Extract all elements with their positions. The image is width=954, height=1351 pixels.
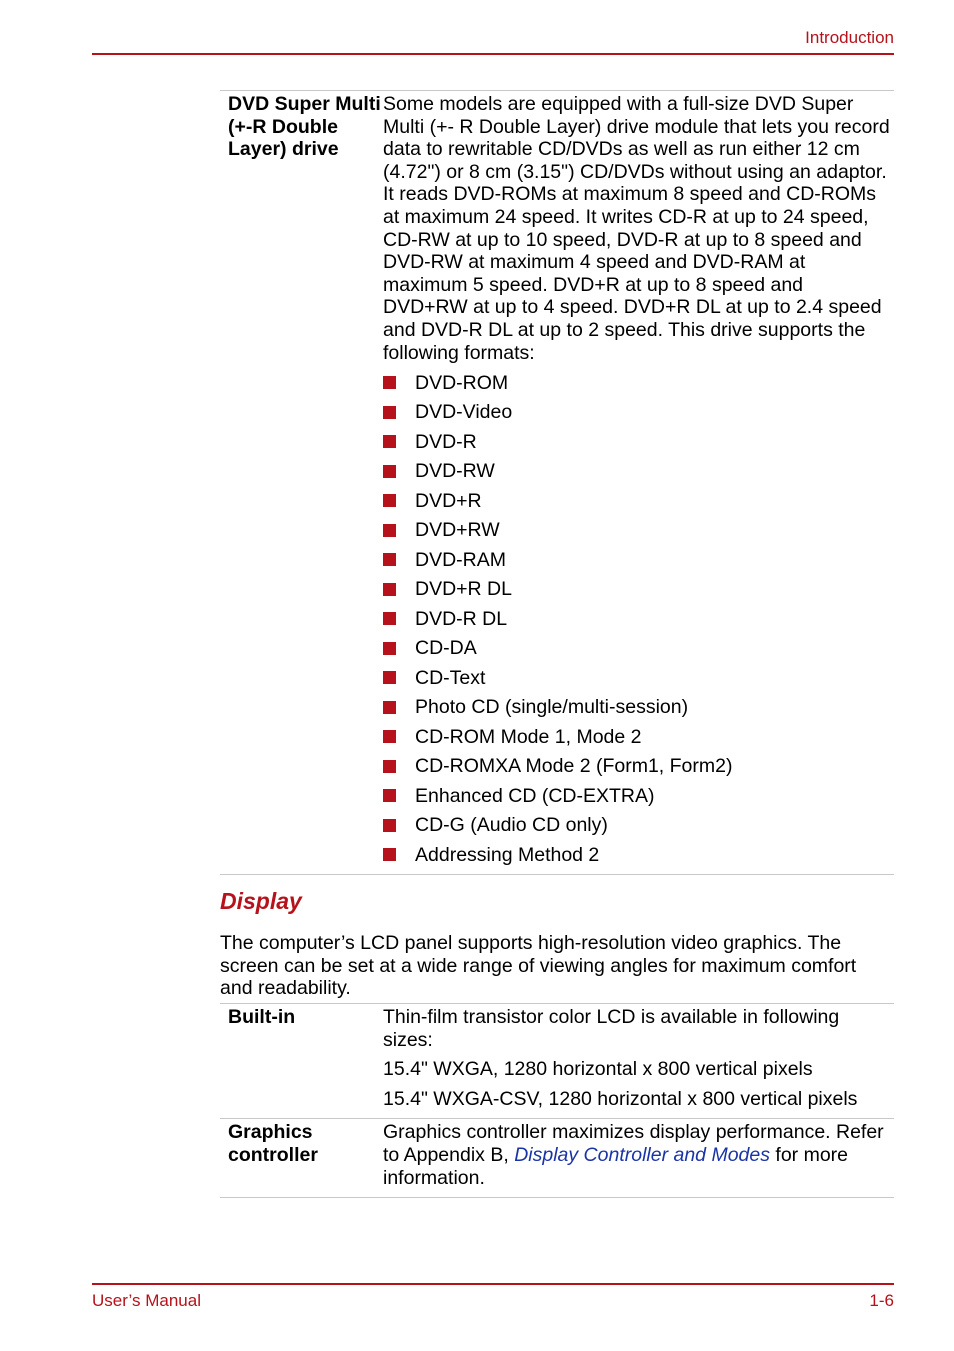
graphics-controller-text-after: for more information.	[383, 1143, 849, 1189]
graphics-controller-term: Graphics controller	[220, 1119, 383, 1198]
square-bullet-icon	[383, 848, 396, 861]
format-label: CD-ROM Mode 1, Mode 2	[415, 725, 642, 748]
format-label: DVD-R	[415, 430, 477, 453]
format-label: CD-G (Audio CD only)	[415, 814, 608, 837]
square-bullet-icon	[383, 642, 396, 655]
format-list-item	[383, 575, 890, 605]
square-bullet-icon	[383, 760, 396, 773]
format-list-item	[383, 604, 890, 634]
square-bullet-icon	[383, 465, 396, 478]
graphics-controller-description	[383, 1121, 890, 1189]
square-bullet-icon	[383, 819, 396, 832]
format-list-item	[383, 693, 890, 723]
format-list-item	[383, 545, 890, 575]
dvd-drive-term: DVD Super Multi (+-R Double Layer) drive	[228, 93, 381, 161]
format-label: CD-DA	[415, 637, 477, 660]
format-label: DVD-RAM	[415, 548, 506, 571]
format-label: DVD+RW	[415, 519, 500, 542]
format-label: DVD-R DL	[415, 607, 508, 630]
square-bullet-icon	[383, 789, 396, 802]
format-label: DVD+R	[415, 489, 482, 512]
format-list-item	[383, 368, 890, 398]
builtin-term: Built-in	[228, 1006, 296, 1028]
footer-manual-title: User’s Manual	[92, 1291, 201, 1310]
format-list-item	[383, 516, 890, 546]
format-list-item	[383, 722, 890, 752]
display-section-heading: Display	[220, 888, 302, 914]
format-label: DVD+R DL	[415, 578, 512, 601]
format-list-item	[383, 840, 890, 870]
square-bullet-icon	[383, 435, 396, 448]
format-list-item	[383, 781, 890, 811]
display-intro-paragraph: The computer’s LCD panel supports high-resolution video graphics. The screen can be set at a wide range of viewing angles for maximum comfort and readability.	[220, 932, 857, 1000]
square-bullet-icon	[383, 701, 396, 714]
format-label: Addressing Method 2	[415, 843, 600, 866]
format-label: Enhanced CD (CD-EXTRA)	[415, 784, 655, 807]
square-bullet-icon	[383, 376, 396, 389]
format-label: DVD-Video	[415, 401, 513, 424]
dvd-drive-description-cell	[383, 91, 894, 875]
display-spec-table	[220, 1003, 894, 1198]
format-list-item	[383, 752, 890, 782]
running-header-section: Introduction	[805, 28, 894, 47]
builtin-description: Thin-film transistor color LCD is available in following sizes:	[383, 1006, 840, 1051]
builtin-size-wxga: 15.4" WXGA, 1280 horizontal x 800 vertical pixels	[383, 1058, 813, 1081]
footer-page-number: 1-6	[869, 1291, 894, 1310]
format-label: CD-Text	[415, 666, 486, 689]
format-list-item	[383, 663, 890, 693]
square-bullet-icon	[383, 583, 396, 596]
square-bullet-icon	[383, 406, 396, 419]
format-label: CD-ROMXA Mode 2 (Form1, Form2)	[415, 755, 733, 778]
dvd-drive-row	[220, 91, 894, 875]
square-bullet-icon	[383, 524, 396, 537]
square-bullet-icon	[383, 494, 396, 507]
format-list-item	[383, 634, 890, 664]
square-bullet-icon	[383, 553, 396, 566]
graphics-controller-text-before: Graphics controller maximizes display performance. Refer to Appendix B,	[383, 1121, 884, 1166]
builtin-description-cell	[383, 1004, 894, 1119]
format-label: Photo CD (single/multi-session)	[415, 696, 689, 719]
format-list-item	[383, 486, 890, 516]
format-list-item	[383, 457, 890, 487]
display-controller-modes-link[interactable]: Display Controller and Modes	[514, 1143, 770, 1166]
graphics-controller-description-cell	[383, 1119, 894, 1198]
footer-divider	[92, 1283, 894, 1285]
builtin-row	[220, 1004, 894, 1119]
format-list-item	[383, 427, 890, 457]
format-label: DVD-RW	[415, 460, 495, 483]
header-divider	[92, 53, 894, 55]
supported-formats-list	[383, 368, 890, 870]
square-bullet-icon	[383, 671, 396, 684]
format-label: DVD-ROM	[415, 371, 509, 394]
builtin-size-wxga-csv: 15.4" WXGA-CSV, 1280 horizontal x 800 vertical pixels	[383, 1087, 858, 1110]
square-bullet-icon	[383, 612, 396, 625]
format-list-item	[383, 811, 890, 841]
format-list-item	[383, 398, 890, 428]
square-bullet-icon	[383, 730, 396, 743]
graphics-controller-row	[220, 1119, 894, 1198]
dvd-drive-description: Some models are equipped with a full-size DVD Super Multi (+- R Double Layer) drive module that lets you record data to rewritable CD/DVDs as well as run either 12 cm (4.72") or 8 cm (3.15") CD/DVDs without using an adaptor. It reads DVD-ROMs at maximum 8 speed and CD-ROMs at maximum 24 speed. It writes CD-R at up to 24 speed, CD-RW at up to 10 speed, DVD-R at up to 8 speed and DVD-RW at maximum 4 speed and DVD-RAM at maximum 5 speed. DVD+R at up to 8 speed and DVD+RW at up to 4 speed. DVD+R DL at up to 2.4 speed and DVD-R DL at up to 2 speed. This drive supports the following formats:	[383, 93, 890, 364]
dvd-drive-spec-table	[220, 90, 894, 875]
